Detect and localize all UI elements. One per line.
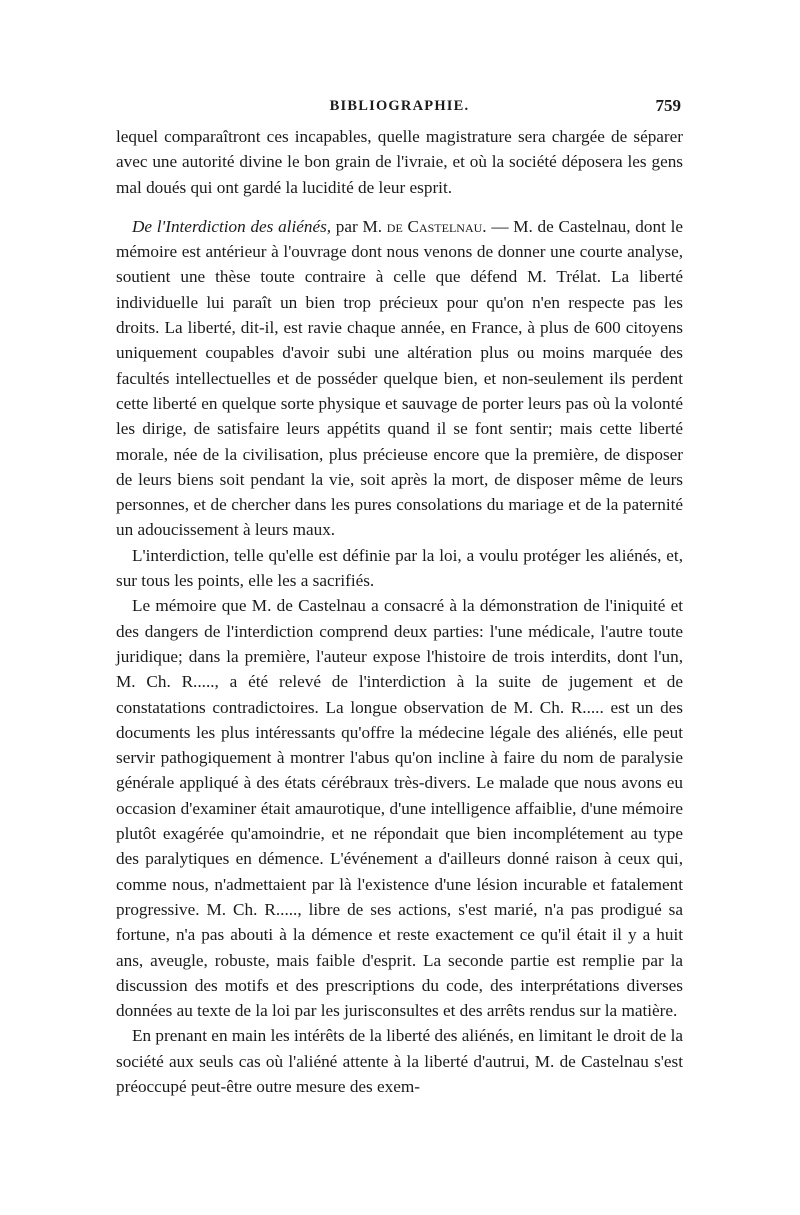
running-title: BIBLIOGRAPHIE. — [329, 98, 470, 114]
paragraph-text: En prenant en main les intérêts de la liberté des aliénés, en limitant le droit de la société aux seuls cas où l'aliéné attente à la liberté d'autrui, M. de Castelnau s'est préoccupé peut-être outre mesure des exem- — [116, 1026, 683, 1096]
paragraph-text: Le mémoire que M. de Castelnau a consacré à la démonstration de l'iniquité et des dangers de l'interdiction comprend deux parties: l'une médicale, l'autre toute juridique; dans la première, l'auteur expose l'histoire de trois interdits, dont l'un, M. Ch. R....., a été relevé de l'interdiction à la suite de jugement et de constatations contradictoires. La longue observation de M. Ch. R..... est un des documents les plus intéressants qu'offre la médecine légale des aliénés, elle peut servir pathogiquement à montrer l'abus qu'on incline à faire du nom de paralysie générale appliqué à des états cérébraux très-divers. Le malade que nous avons eu occasion d'examiner était amaurotique, d'une intelligence affaiblie, d'une mémoire plutôt exagérée qu'amoindrie, et ne répondait que bien incomplétement au type des paralytiques en démence. L'événement a d'ailleurs donné raison à ceux qui, comme nous, n'admettaient par là l'existence d'une lésion incurable et fatalement progressive. M. Ch. R....., libre de ses actions, s'est marié, n'a pas prodigué sa fortune, n'a pas abouti à la démence et reste exactement ce qu'il était il y a huit ans, aveugle, robuste, mais faible d'esprit. La seconde partie est remplie par la discussion des motifs et des prescriptions du code, des interprétations diverses données au texte de la loi par les jurisconsultes et des arrêts rendus sur la matière. — [116, 596, 683, 1021]
body-text — [116, 124, 683, 1099]
page-number: 759 — [655, 96, 681, 115]
document-page — [116, 96, 683, 1099]
paragraph-text: L'interdiction, telle qu'elle est définie par la loi, a voulu protéger les aliénés, et, sur tous les points, elle les a sacrifiés. — [116, 545, 683, 591]
running-header — [116, 96, 683, 120]
work-title: De l'Interdiction des aliénés, — [132, 216, 332, 236]
paragraph-interdiction — [116, 543, 683, 594]
paragraph-memoire — [116, 593, 683, 1023]
paragraph-review-castelnau — [116, 214, 683, 543]
paragraph-text: lequel comparaîtront ces incapables, quelle magistrature sera chargée de séparer avec une autorité divine le bon grain de l'ivraie, et où la société déposera les gens mal doués qui ont gardé la lucidité de leur esprit. — [116, 127, 683, 197]
by-text: par M. — [331, 216, 387, 236]
author-name: de Castelnau. — [386, 216, 487, 236]
paragraph-liberte — [116, 1023, 683, 1099]
paragraph-text: — M. de Castelnau, dont le mémoire est antérieur à l'ouvrage dont nous venons de donner une courte analyse, soutient une thèse toute contraire à celle que défend M. Trélat. La liberté individuelle lui paraît un bien trop précieux pour qu'on n'en respecte pas les droits. La liberté, dit-il, est ravie chaque année, en France, à plus de 600 citoyens uniquement coupables d'avoir subi une altération plus ou moins marquée des facultés intellectuelles et de posséder quelque bien, et non-seulement ils perdent cette liberté en quelque sorte physique et sauvage de porter leurs pas où la volonté les dirige, de satisfaire leurs appétits quand il se font sentir; mais cette liberté morale, née de la civilisation, plus précieuse encore que la première, de disposer de leurs biens soit pendant la vie, soit après la mort, de disposer même de leurs personnes, et de chercher dans les pures consolations du mariage et de la paternité un adoucissement à leurs maux. — [116, 216, 683, 540]
paragraph-continuation — [116, 124, 683, 200]
